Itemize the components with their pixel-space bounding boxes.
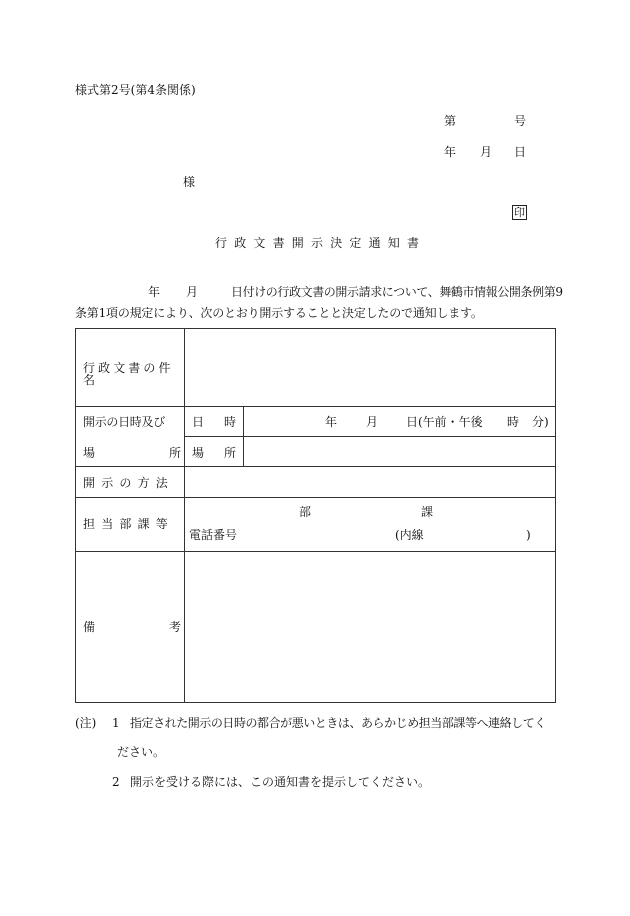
datetime-day-ampm: 日(午前・午後 <box>406 415 483 429</box>
datetime-sub-2: 時 <box>224 415 237 429</box>
datetime-hour: 時 <box>507 415 520 429</box>
method-label: 開示の方法 <box>83 476 175 490</box>
table-rule <box>184 436 555 437</box>
datetime-minute: 分) <box>532 415 549 429</box>
note-2-number: 2 <box>112 775 120 789</box>
table-rule <box>76 551 555 552</box>
number-prefix: 第 <box>444 114 457 128</box>
datetime-place-label-2a: 場 <box>83 446 96 460</box>
datetime-month: 月 <box>366 415 379 429</box>
datetime-place-label-2b: 所 <box>169 446 182 460</box>
document-title: 行政文書開示決定通知書 <box>215 236 427 250</box>
doc-name-label-text: 行政文書の件名 <box>83 361 174 387</box>
number-suffix: 号 <box>514 114 527 128</box>
notes-prefix: (注) <box>75 716 97 730</box>
remarks-label-1: 備 <box>83 620 96 634</box>
dept-bu: 部 <box>299 505 312 519</box>
body-line-1: 日付けの行政文書の開示請求について、舞鶴市情報公開条例第9 <box>231 285 563 299</box>
place-sub-2: 所 <box>224 446 237 460</box>
date-year: 年 <box>444 145 457 159</box>
note-2-text: 開示を受ける際には、この通知書を提示してください。 <box>130 775 431 789</box>
datetime-place-label-1: 開示の日時及び <box>83 415 165 429</box>
addressee-suffix: 様 <box>183 175 196 189</box>
table-rule <box>76 466 555 467</box>
extension-label: (内線 <box>395 528 424 542</box>
note-1-line-1: 指定された開示の日時の都合が悪いときは、あらかじめ担当部課等へ連絡してく <box>130 716 546 730</box>
body-date-month: 月 <box>186 285 199 299</box>
extension-close: ) <box>526 528 531 542</box>
disclosure-table <box>75 328 556 703</box>
table-rule <box>76 406 555 407</box>
seal-mark: 印 <box>514 206 525 219</box>
note-1-number: 1 <box>112 716 120 730</box>
table-column-rule <box>243 406 244 466</box>
datetime-year: 年 <box>325 415 338 429</box>
note-1-line-2: ださい。 <box>117 745 166 759</box>
datetime-sub-1: 日 <box>192 415 205 429</box>
phone-label: 電話番号 <box>189 528 238 542</box>
dept-ka: 課 <box>421 505 434 519</box>
date-month: 月 <box>480 145 493 159</box>
table-rule <box>76 497 555 498</box>
doc-name-label <box>83 362 179 386</box>
body-line-2: 条第1項の規定により、次のとおり開示することと決定したので通知します。 <box>75 306 483 320</box>
table-column-rule <box>184 329 185 702</box>
body-date-year: 年 <box>148 285 161 299</box>
form-number: 様式第2号(第4条関係) <box>75 83 196 97</box>
remarks-label-2: 考 <box>169 620 182 634</box>
dept-label: 担当部課等 <box>83 517 175 531</box>
place-sub-1: 場 <box>192 446 205 460</box>
date-day: 日 <box>514 145 527 159</box>
